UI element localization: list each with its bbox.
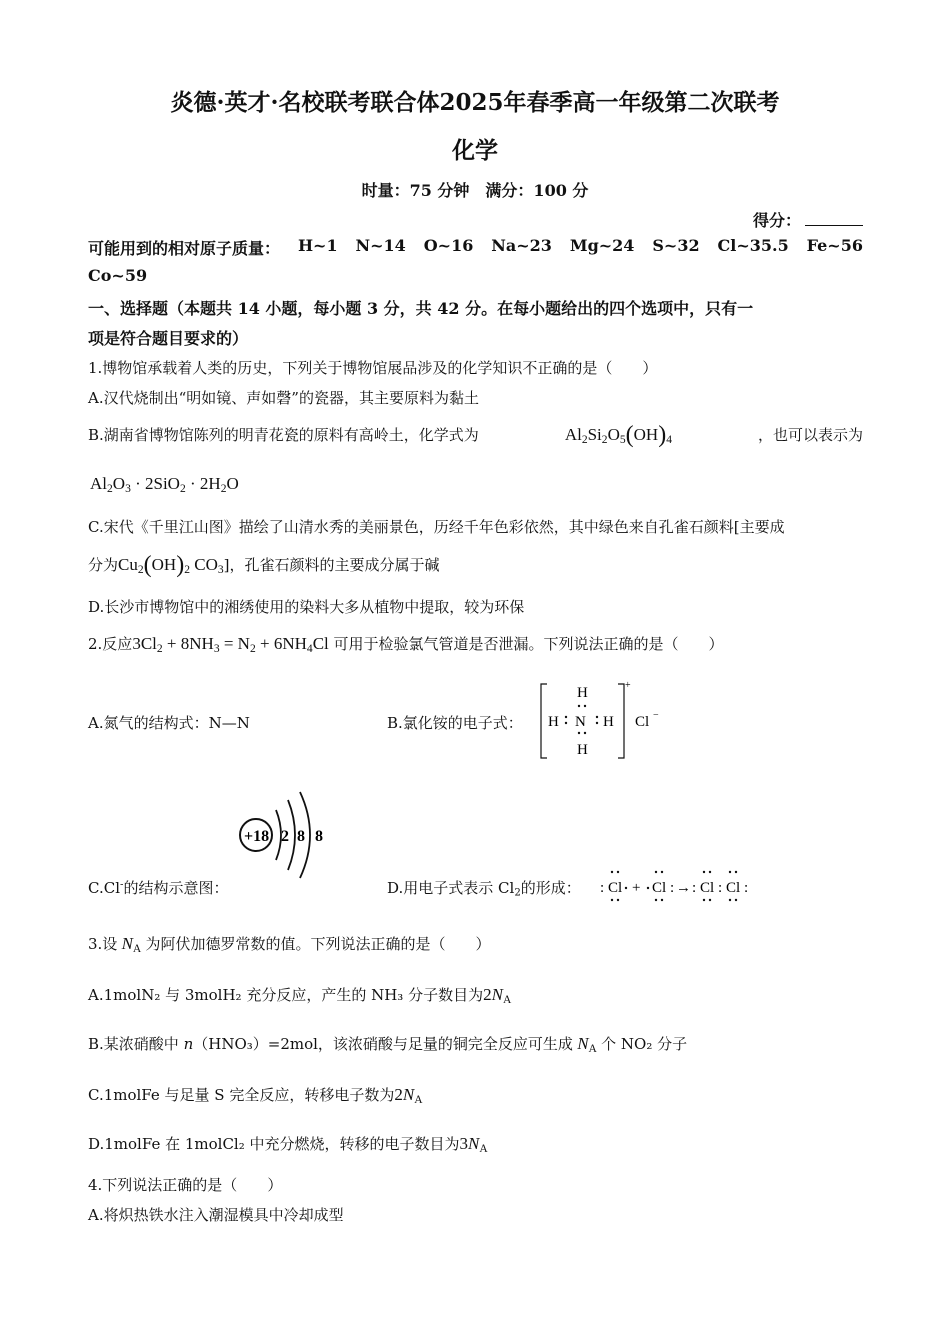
q2-option-d: D.用电子式表示 $Cl_2$的形成： (387, 879, 581, 899)
chloride-ion: Cl (635, 714, 650, 730)
nh4-n: N (575, 714, 586, 730)
exam-title: 炎德·英才·名校联考联合体2025年春季高一年级第二次联考 (170, 89, 780, 116)
nh4-h-left: H (548, 714, 559, 730)
cl2-formation-electron-formula (598, 864, 768, 904)
mass-item: Na~23 (491, 236, 552, 255)
q3-option-a: A.1molN₂ 与 3molH₂ 充分反应，产生的 NH₃ 分子数目为$2N_A$ (88, 985, 512, 1006)
section-heading-line1: 一、选择题（本题共 14 小题，每小题 3 分，共 42 分。在每小题给出的四个选项中，只有一 (88, 299, 754, 318)
q4-option-a: A.将炽热铁水注入潮湿模具中冷却成型 (88, 1206, 344, 1224)
reaction-equation: $3Cl_2 + 8NH_3 = N_2 + 6NH_4Cl$ (132, 634, 329, 655)
q4-stem: 4.下列说法正确的是（ ） (88, 1176, 283, 1194)
na-value: $2N_A$ (394, 1085, 423, 1106)
q2-option-a: A.氮气的结构式：N—N (88, 714, 250, 732)
atomic-masses (88, 236, 863, 259)
cl2-atom-1: Cl (700, 880, 715, 896)
formation-arrow: → (676, 880, 691, 896)
nh4-h-right: H (603, 714, 614, 730)
q2-option-c: C.Cl-的结构示意图： (88, 879, 229, 897)
q1-stem: 1.博物馆承载着人类的历史，下列关于博物馆展品涉及的化学知识不正确的是（ ） (88, 359, 658, 377)
chloride-ion-structure-diagram (232, 780, 342, 890)
shell-electrons-2: 8 (297, 828, 305, 845)
kaolin-formula: $Al_2Si_2O_5(OH)_4$ (564, 421, 672, 448)
q1-b-text-2: ，也可以表示为 (757, 426, 863, 444)
mass-item: Mg~24 (569, 236, 635, 255)
atomic-masses-label: 可能用到的相对原子质量： (88, 239, 281, 258)
q1-option-d: D.长沙市博物馆中的湘绣使用的染料大多从植物中提取，较为环保 (88, 598, 525, 616)
mass-item: Cl~35.5 (717, 236, 789, 255)
na-symbol: $N_A$ (121, 934, 142, 955)
mass-item: H~1 (297, 236, 338, 255)
na-value: $2N_A$ (483, 985, 512, 1006)
shell-electrons-3: 8 (315, 828, 323, 845)
cl-atom-2: Cl (652, 880, 667, 896)
ammonium-charge: + (625, 680, 631, 691)
mass-item: N~14 (355, 236, 406, 255)
mass-item: S~32 (652, 236, 700, 255)
cl-atom-colon-right: : (670, 880, 675, 896)
mass-item-wrapped: Co~59 (88, 266, 148, 285)
cl-atom-1: Cl (608, 880, 623, 896)
cl-atom-colon-left: : (600, 880, 605, 896)
na-value: $3N_A$ (459, 1134, 488, 1155)
cl2-shared-pair: : (718, 880, 723, 896)
cl2-colon-right: : (744, 880, 749, 896)
subject-title: 化学 (452, 137, 498, 164)
cl2-colon-left: : (692, 880, 697, 896)
q3-option-c: C.1molFe 与足量 S 完全反应，转移电子数为$2N_A$ (88, 1085, 423, 1106)
na-value: $N_A$ (577, 1034, 597, 1055)
kaolin-oxide-formula: $Al_2O_3 \cdot 2SiO_2 \cdot 2H_2O$ (90, 474, 239, 495)
q1-option-c-line1: C.宋代《千里江山图》描绘了山清水秀的美丽景色，历经千年色彩依然，其中绿色来自孔雀石颜料[主要成 (88, 518, 785, 536)
nh4-h-bottom: H (577, 742, 588, 758)
time-info: 时量：75 分钟 满分：100 分 (361, 181, 589, 200)
cl2-atom-2: Cl (726, 880, 741, 896)
q3-option-d: D.1molFe 在 1molCl₂ 中充分燃烧，转移的电子数目为$3N_A$ (88, 1134, 488, 1155)
ammonium-chloride-electron-formula (536, 680, 666, 762)
q1-b-text: B.湖南省博物馆陈列的明青花瓷的原料有高岭土，化学式为 (88, 426, 479, 444)
chloride-charge: − (653, 710, 659, 721)
q1-option-a: A.汉代烧制出“明如镜、声如磬”的瓷器，其主要原料为黏土 (88, 389, 479, 407)
score-blank[interactable] (805, 211, 863, 226)
q2-option-b: B.氯化铵的电子式： (387, 714, 523, 732)
section-heading-line2: 项是符合题目要求的） (88, 329, 249, 348)
mass-item: O~16 (423, 236, 474, 255)
mass-item: Fe~56 (806, 236, 863, 255)
score-field (753, 208, 863, 231)
nh4-h-top: H (577, 685, 588, 701)
q3-stem: 3.设 $N_A$ 为阿伏加德罗常数的值。下列说法正确的是（ ） (88, 934, 491, 955)
q1-option-b-line1 (88, 421, 863, 448)
malachite-formula: $Cu_2(OH)_2$ $CO_3$ (118, 551, 224, 578)
shell-electrons-1: 2 (281, 828, 289, 845)
q1-option-c-line2: 分为$Cu_2(OH)_2$ $CO_3$]，孔雀石颜料的主要成分属于碱 (88, 551, 440, 578)
score-label: 得分： (752, 211, 801, 230)
q3-option-b: B.某浓硝酸中 n（HNO₃）=2mol，该浓硝酸与足量的铜完全反应可生成 $N_A$ 个 NO₂ 分子 (88, 1034, 688, 1055)
q2-stem: 2.反应$3Cl_2 + 8NH_3 = N_2 + 6NH_4Cl$ 可用于检验氯气管道是否泄漏。下列说法正确的是（ ） (88, 634, 724, 655)
nucleus-charge: +18 (244, 828, 270, 845)
formation-plus: + (632, 880, 641, 896)
